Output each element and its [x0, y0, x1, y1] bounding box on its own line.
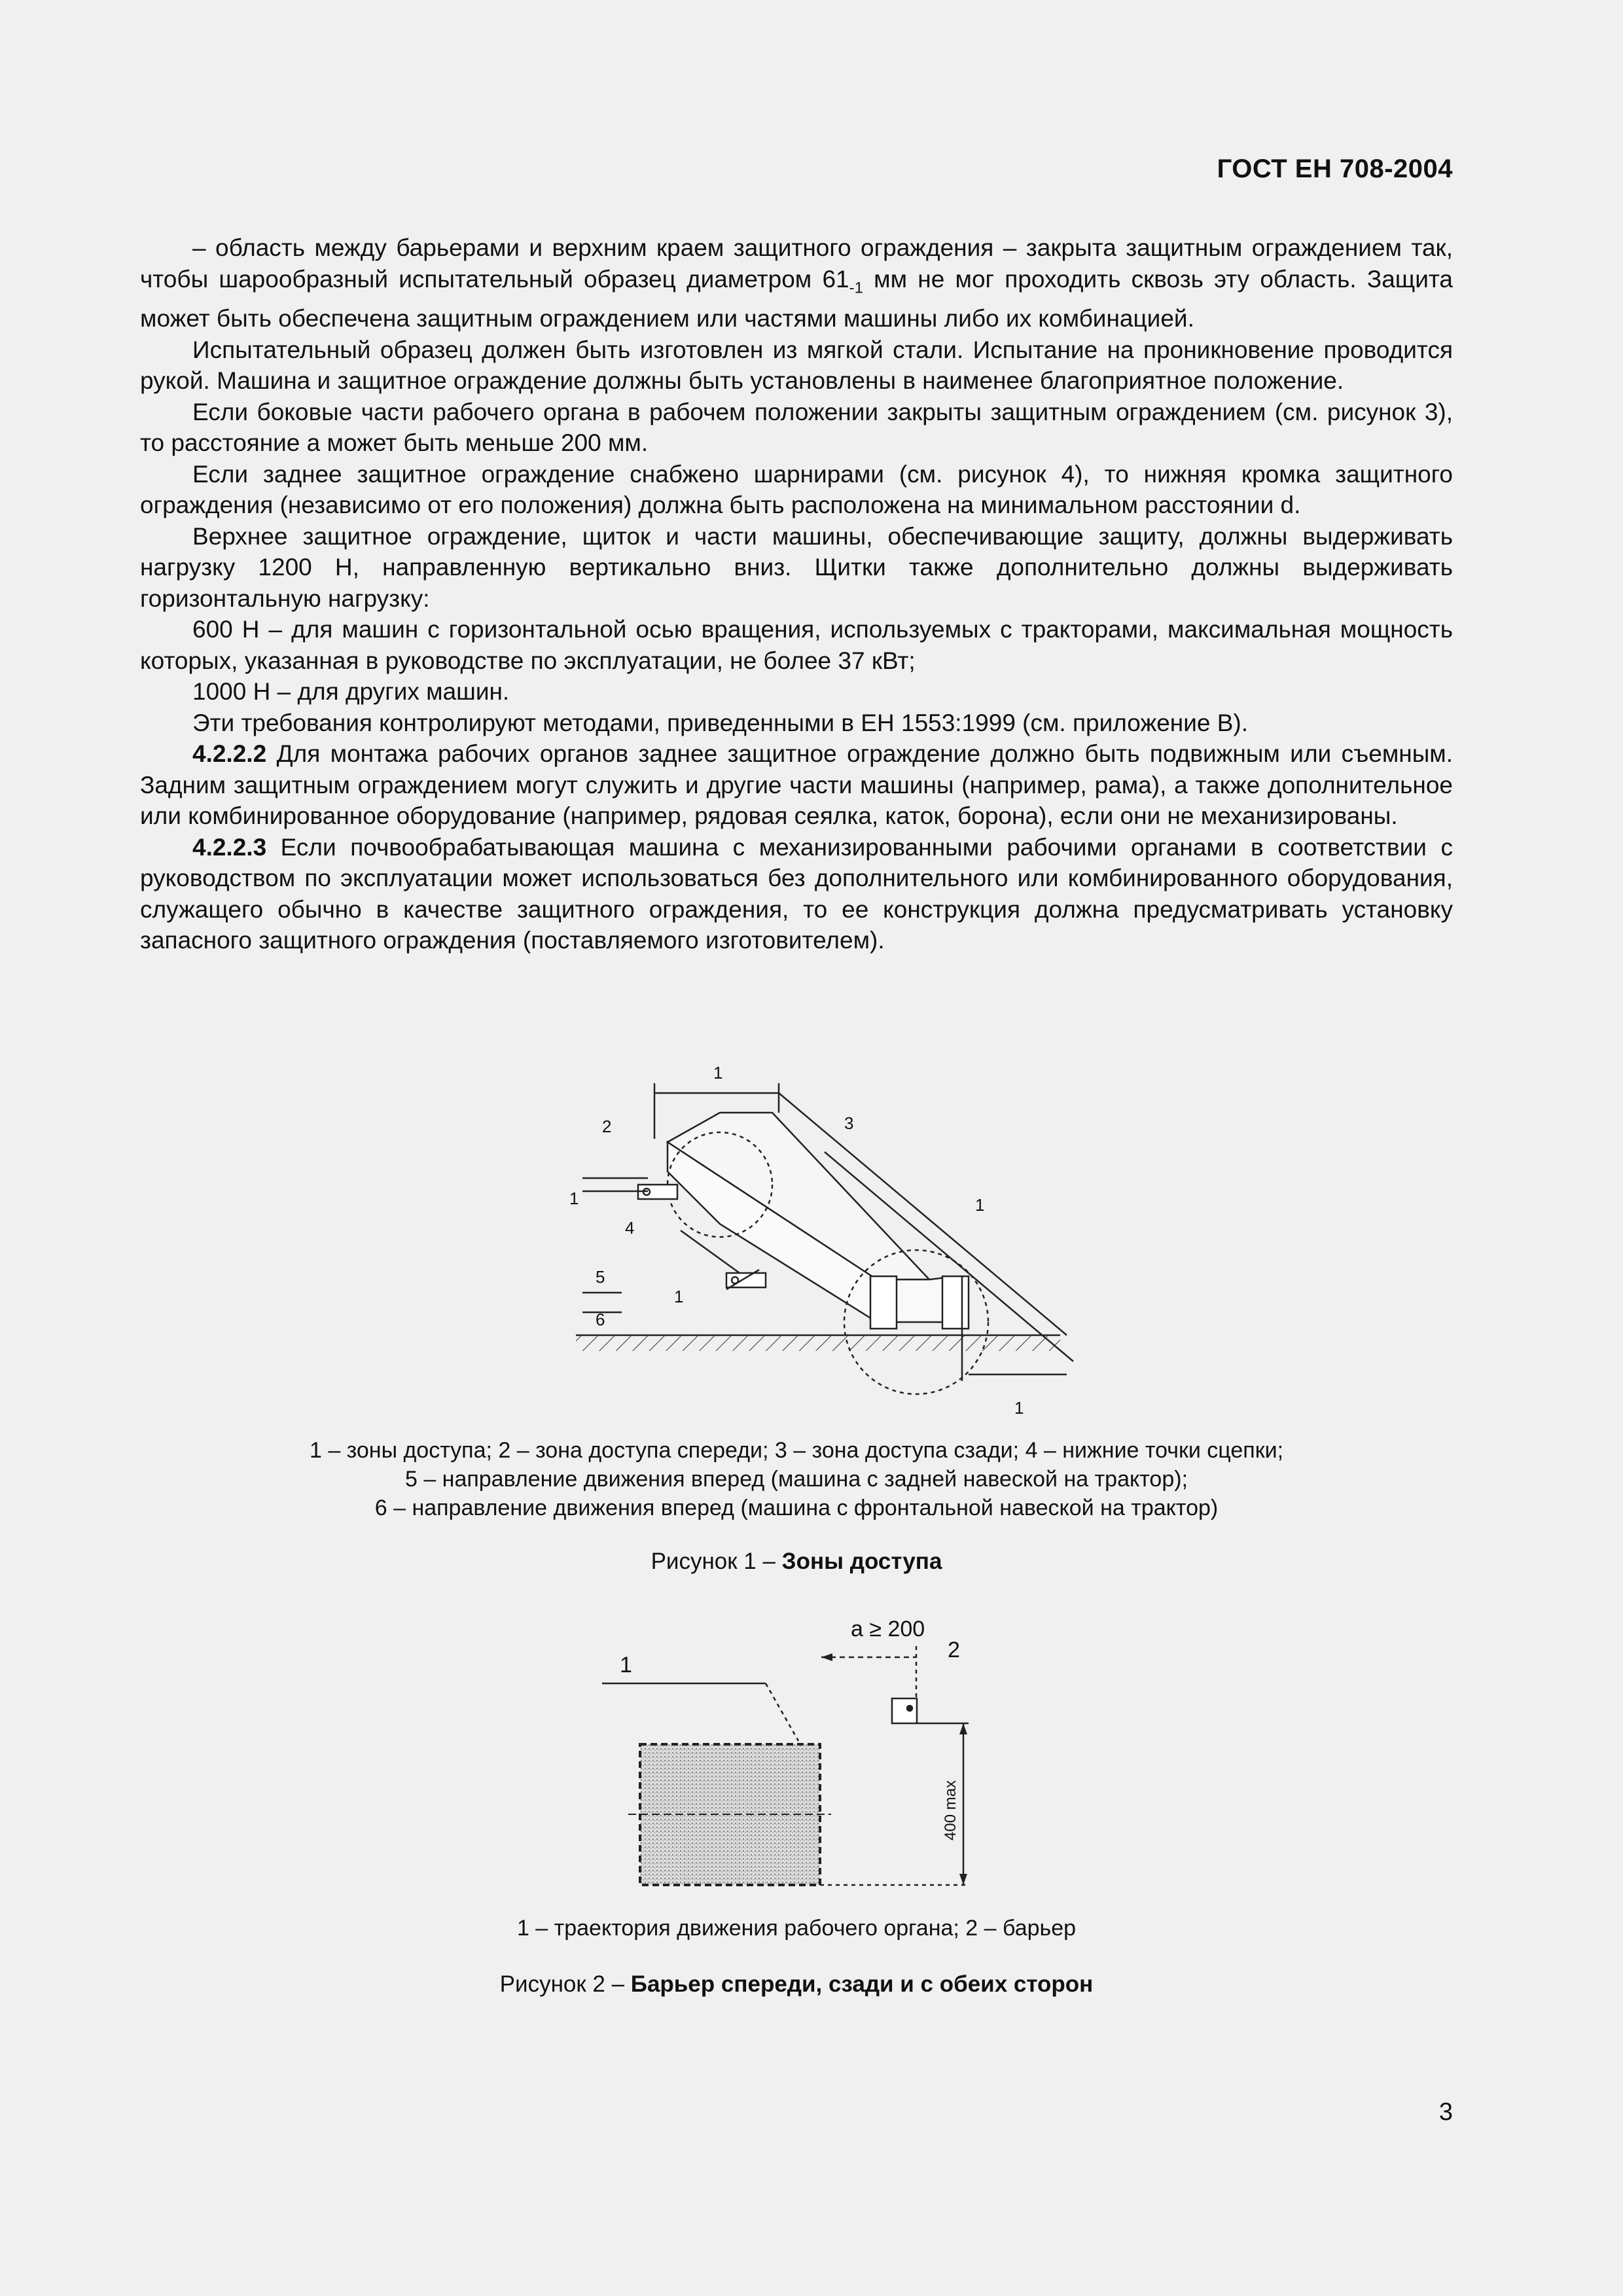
paragraph-8: Эти требования контролируют методами, приведенными в ЕН 1553:1999 (см. приложение В).: [192, 709, 1249, 736]
barrier: [892, 1698, 917, 1723]
side-block-2: [942, 1276, 969, 1329]
fig1-label-1-right: 1: [975, 1195, 985, 1215]
paragraph-10: 4.2.2.3 Если почвообрабатывающая машина с механизированными рабочими органами в соответствии с руководством по эксплуатации может использоваться без дополнительного или комбинированного оборудования, служащего обычно в качестве защитного ограждения, то ее конструкция должна предусматривать установку запасного защитного ограждения (поставляемого изготовителем).: [140, 833, 1453, 954]
paragraph-4: Если заднее защитное ограждение снабжено шарнирами (см. рисунок 4), то нижняя кромка защитного ограждения (независимо от его положения) должна быть расположена на минимальном расстоянии d.: [140, 460, 1453, 519]
figure-1-caption: 1 – зоны доступа; 2 – зона доступа спереди; 3 – зона доступа сзади; 4 – нижние точки сцепки; 5 – направление движения вперед (машина с задней навеской на трактор); 6 – направление движения вперед (машина с фронтальной навеской на трактор): [309, 1438, 1284, 1520]
paragraph-3: Если боковые части рабочего органа в рабочем положении закрыты защитным ограждением (см. рисунок 3), то расстояние a может быть меньше 200 мм.: [140, 398, 1453, 457]
fig1-label-1-bottom: 1: [1014, 1398, 1024, 1418]
paragraph-6: 600 Н – для машин с горизонтальной осью вращения, используемых с тракторами, максимальная мощность которых, указанная в руководстве по эксплуатации, не более 37 кВт;: [140, 616, 1453, 674]
fig1-label-5: 5: [596, 1267, 605, 1287]
body-text: [140, 232, 1453, 956]
page-number: 3: [1438, 2098, 1453, 2126]
paragraph-2: Испытательный образец должен быть изготовлен из мягкой стали. Испытание на проникновение проводится рукой. Машина и защитное ограждение должны быть установлены в наименее благоприятное положение.: [140, 336, 1453, 395]
paragraph-1: – область между барьерами и верхним краем защитного ограждения – закрыта защитным ограждением так, чтобы шарообразный испытательный образец диаметром $61_{-1}$ мм не мог проходить сквозь эту область. Защита может быть обеспечена защитным ограждением или частями машины либо их комбинацией.: [140, 234, 1453, 332]
figure-2-title: Рисунок 2 – Барьер спереди, сзади и с обеих сторон: [499, 1971, 1094, 1997]
fig2-vertical-dim: 400 max: [942, 1780, 959, 1840]
document-id: ГОСТ ЕН 708-2004: [1217, 154, 1453, 183]
paragraph-5: Верхнее защитное ограждение, щиток и части машины, обеспечивающие защиту, должны выдерживать нагрузку 1200 Н, направленную вертикально вниз. Щитки также дополнительно должны выдерживать горизонтальную нагрузку:: [140, 522, 1453, 612]
fig1-label-3: 3: [844, 1113, 854, 1133]
fig2-label-1: 1: [620, 1653, 632, 1677]
fig2-dim-label: a ≥ 200: [851, 1617, 925, 1641]
ground-hatch: [576, 1335, 1060, 1351]
figure-2-drawing: [589, 1610, 1008, 1898]
side-block: [870, 1276, 897, 1329]
paragraph-9: 4.2.2.2 Для монтажа рабочих органов заднее защитное ограждение должно быть подвижным или съемным. Задним защитным ограждением могут служить и другие части машины (например, рама), а также дополнительное или комбинированное оборудование (например, рядовая сеялка, каток, борона), если они не механизированы.: [140, 740, 1453, 830]
fig1-label-6: 6: [596, 1310, 605, 1329]
fig2-label-2: 2: [948, 1638, 960, 1662]
figure-2-caption: 1 – траектория движения рабочего органа; 2 – барьер: [516, 1916, 1077, 1941]
figure-1-title: Рисунок 1 – Зоны доступа: [651, 1549, 942, 1574]
fig1-label-1-top: 1: [713, 1063, 723, 1083]
fig1-label-2: 2: [602, 1117, 612, 1136]
fig1-label-1-mid: 1: [674, 1287, 684, 1306]
paragraph-7: 1000 Н – для других машин.: [192, 678, 510, 706]
fig1-label-1-left: 1: [569, 1189, 579, 1208]
figure-1-drawing: [563, 1054, 1086, 1427]
fig1-label-4: 4: [625, 1218, 635, 1238]
